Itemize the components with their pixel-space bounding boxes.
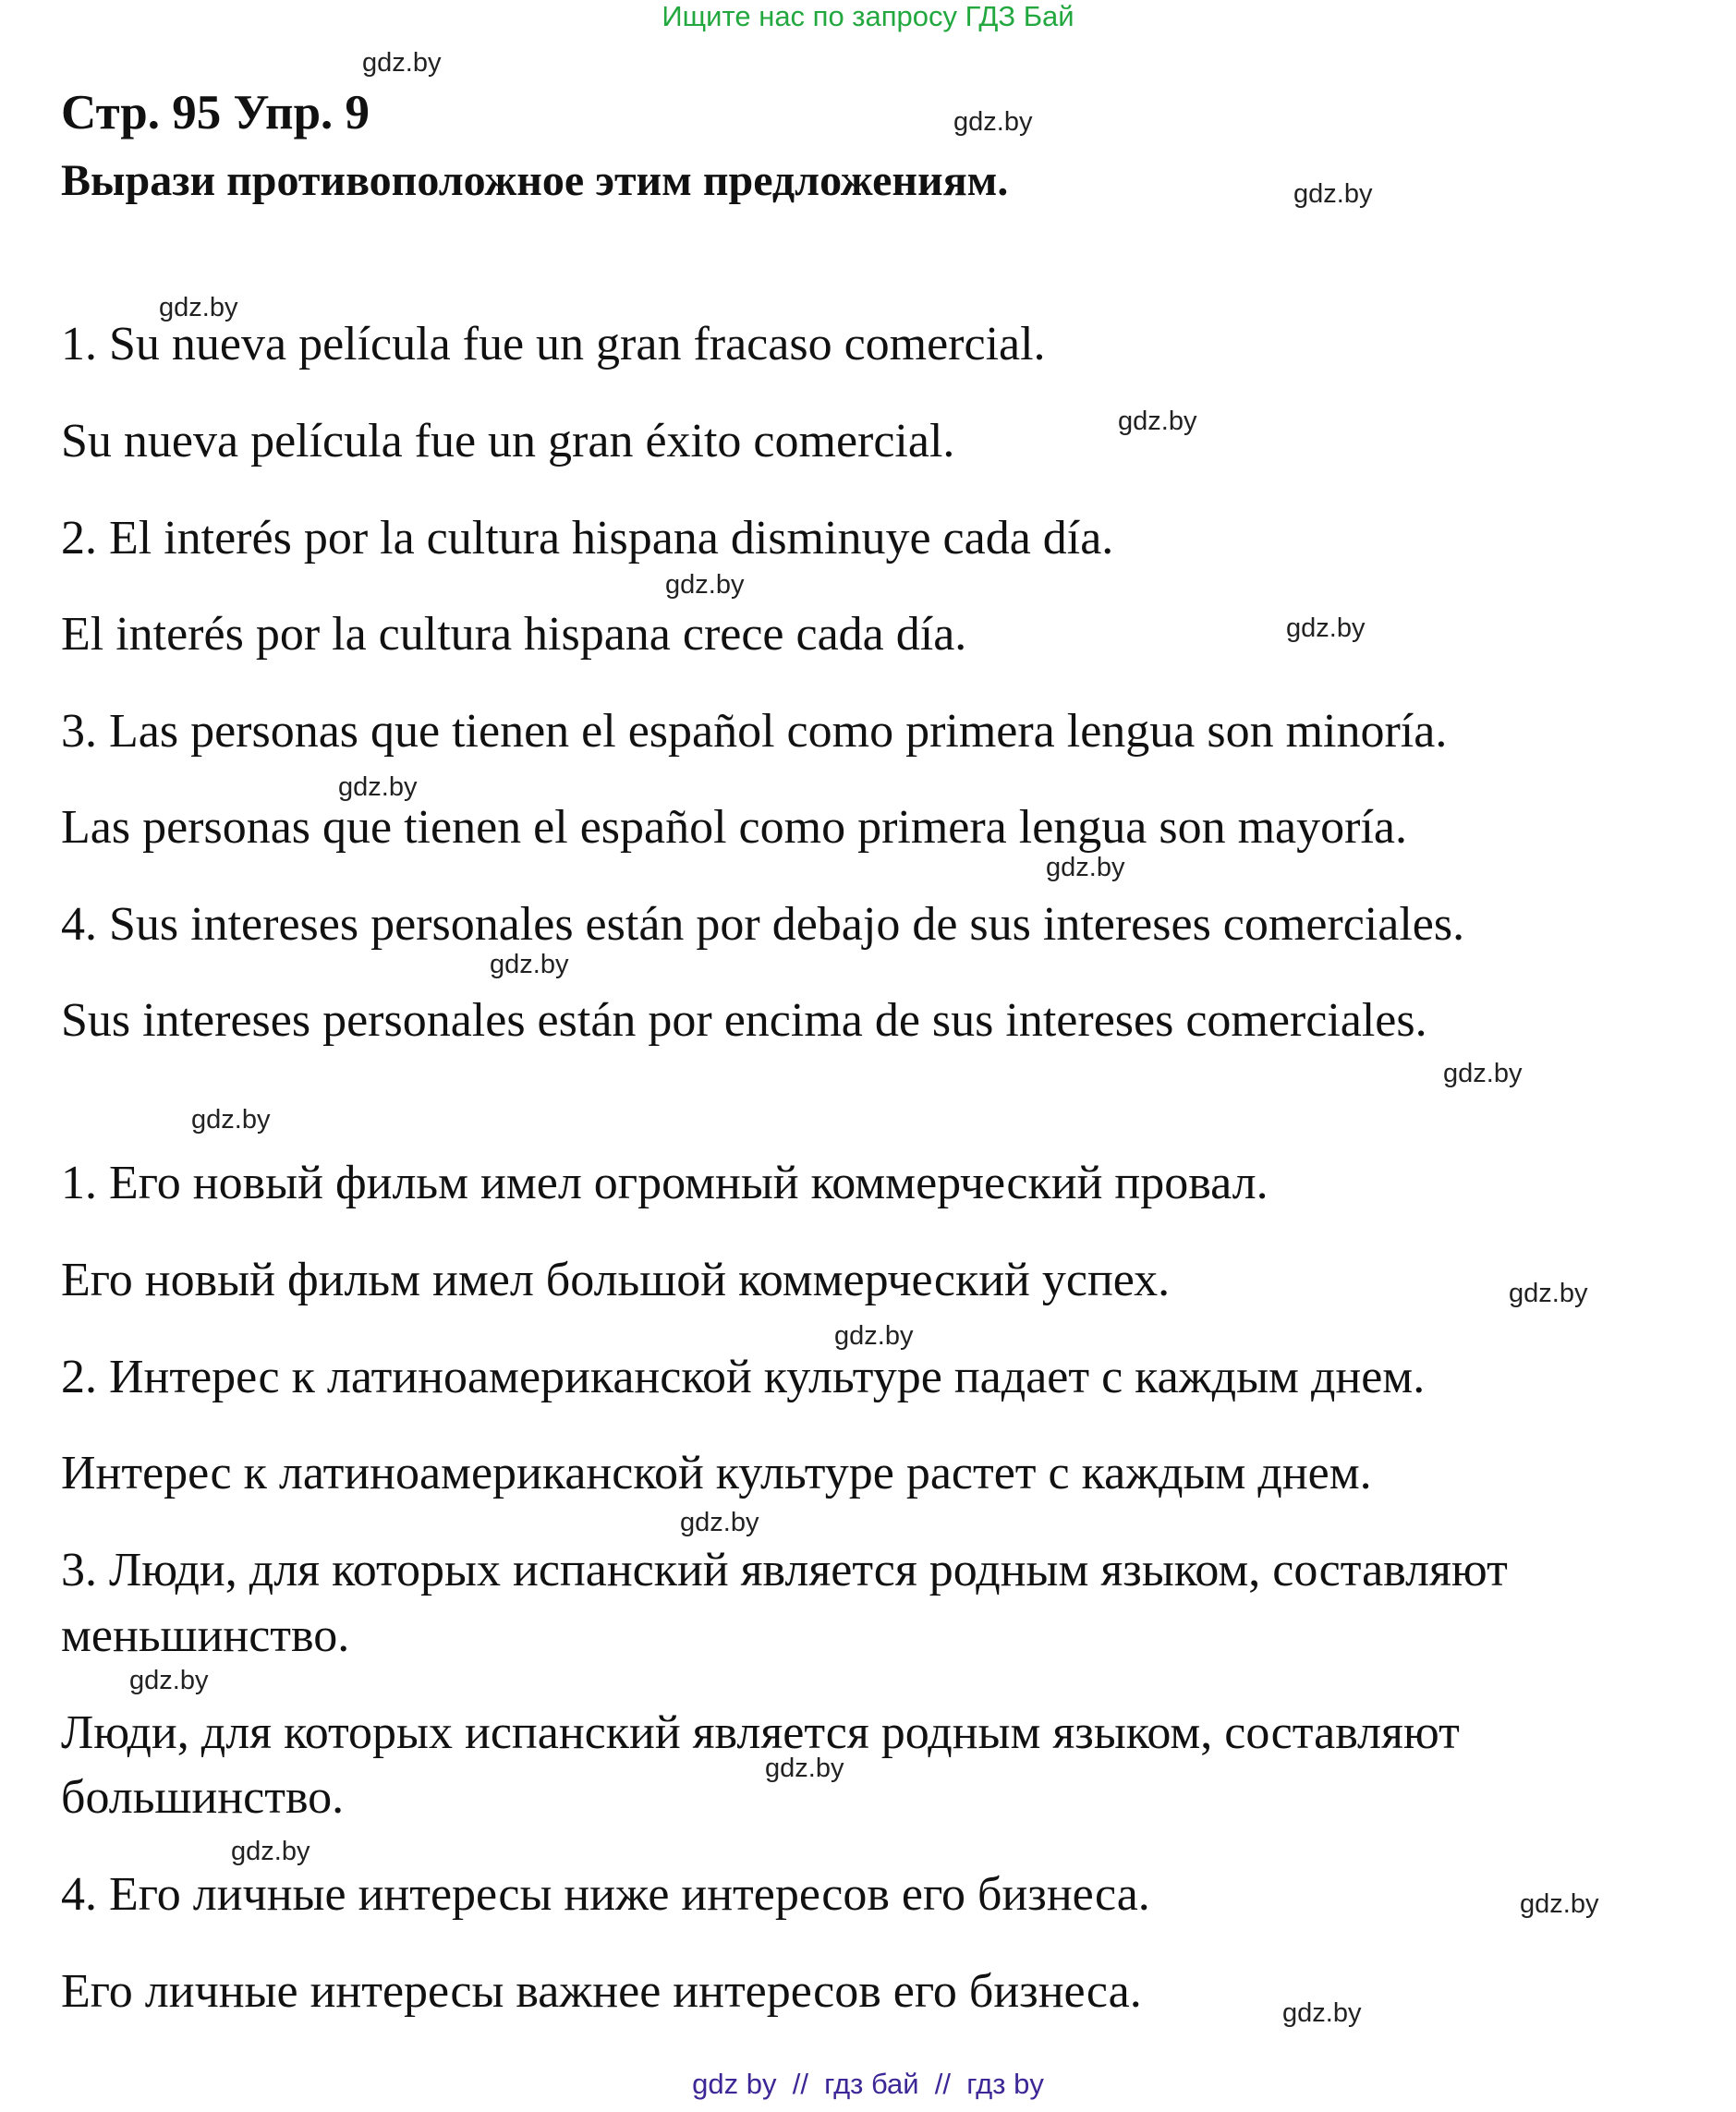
watermark: gdz.by (159, 293, 238, 322)
russian-sentence-2: 2. Интерес к латиноамериканской культуре падает с каждым днем. (61, 1351, 1426, 1403)
watermark: gdz.by (1118, 407, 1197, 436)
spanish-sentence-2: 2. El interés por la cultura hispana disminuye cada día. (61, 512, 1114, 564)
watermark: gdz.by (953, 107, 1033, 137)
footer-links: gdz by // гдз бай // гдз by (692, 2068, 1044, 2100)
watermark: gdz.by (129, 1666, 209, 1695)
watermark: gdz.by (834, 1321, 914, 1351)
spanish-answer-1: Su nueva película fue un gran éxito comercial. (61, 415, 955, 467)
watermark: gdz.by (665, 570, 745, 600)
russian-sentence-4: 4. Его личные интересы ниже интересов его бизнеса. (61, 1868, 1150, 1921)
watermark: gdz.by (490, 950, 569, 979)
task-instruction: Вырази противоположное этим предложениям. (61, 156, 1009, 205)
russian-answer-3-cont: большинство. (61, 1771, 345, 1824)
watermark: gdz.by (1282, 1998, 1362, 2028)
top-banner: Ищите нас по запросу ГДЗ Бай (662, 0, 1074, 32)
watermark: gdz.by (1509, 1279, 1588, 1308)
russian-answer-2: Интерес к латиноамериканской культуре растет с каждым днем. (61, 1447, 1372, 1499)
watermark: gdz.by (191, 1105, 271, 1135)
watermark: gdz.by (1520, 1889, 1599, 1919)
watermark: gdz.by (1293, 179, 1373, 209)
spanish-sentence-3: 3. Las personas que tienen el español como primera lengua son minoría. (61, 705, 1448, 758)
russian-answer-4: Его личные интересы важнее интересов его бизнеса. (61, 1965, 1142, 2018)
spanish-answer-3: Las personas que tienen el español como primera lengua son mayoría. (61, 801, 1407, 854)
russian-sentence-3-cont: меньшинство. (61, 1609, 350, 1662)
russian-sentence-3: 3. Люди, для которых испанский является родным языком, составляют (61, 1544, 1508, 1596)
watermark: gdz.by (765, 1754, 844, 1783)
russian-answer-1: Его новый фильм имел большой коммерческий успех. (61, 1254, 1171, 1306)
russian-sentence-1: 1. Его новый фильм имел огромный коммерческий провал. (61, 1157, 1269, 1209)
watermark: gdz.by (1286, 613, 1366, 643)
russian-answer-3: Люди, для которых испанский является родным языком, составляют (61, 1706, 1460, 1759)
watermark: gdz.by (680, 1508, 759, 1537)
spanish-sentence-1: 1. Su nueva película fue un gran fracaso comercial. (61, 318, 1046, 370)
watermark: gdz.by (362, 48, 442, 78)
spanish-sentence-4: 4. Sus intereses personales están por debajo de sus intereses comerciales. (61, 898, 1465, 951)
watermark: gdz.by (338, 772, 418, 802)
spanish-answer-2: El interés por la cultura hispana crece cada día. (61, 608, 967, 661)
watermark: gdz.by (1046, 853, 1125, 882)
watermark: gdz.by (1443, 1059, 1523, 1088)
watermark: gdz.by (231, 1837, 310, 1866)
spanish-answer-4: Sus intereses personales están por encima de sus intereses comerciales. (61, 994, 1427, 1047)
page-title: Стр. 95 Упр. 9 (61, 86, 370, 140)
